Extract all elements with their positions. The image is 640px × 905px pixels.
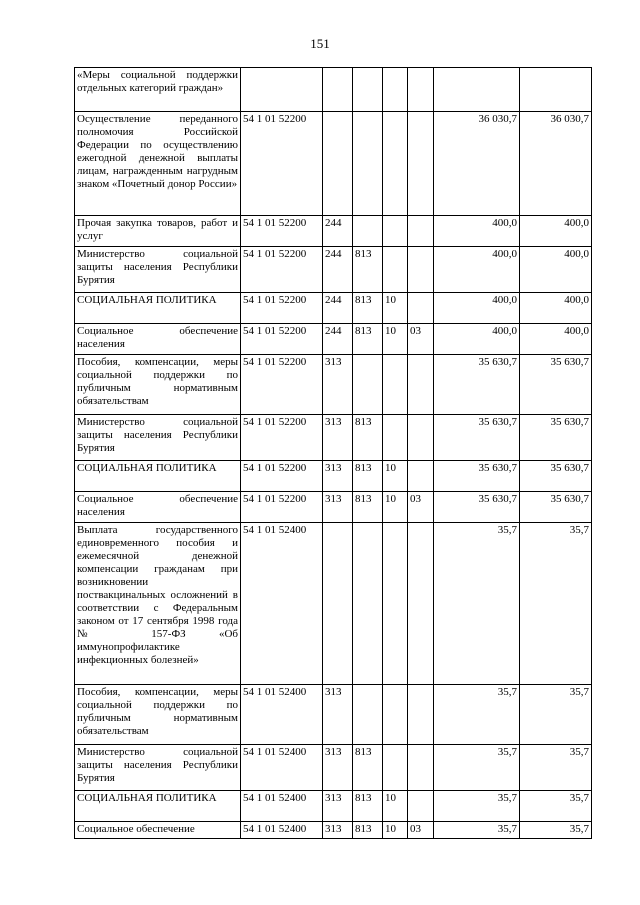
expense-type: 313 [323,745,353,791]
row-name: СОЦИАЛЬНАЯ ПОЛИТИКА [75,791,241,822]
subsection-code [408,112,434,216]
subsection-code [408,293,434,324]
expense-type: 313 [323,461,353,492]
admin-code [353,112,383,216]
page-number: 151 [310,36,330,51]
admin-code: 813 [353,822,383,839]
section-code [383,112,408,216]
admin-code: 813 [353,415,383,461]
table-row [75,112,592,216]
amount-1: 35,7 [434,523,520,685]
amount-2: 35,7 [520,745,592,791]
admin-code: 813 [353,791,383,822]
section-code: 10 [383,822,408,839]
budget-table [74,67,592,839]
amount-1: 400,0 [434,216,520,247]
target-code: 54 1 01 52400 [241,791,323,822]
table-row [75,745,592,791]
row-name: «Меры социальной поддержки отдельных категорий граждан» [75,68,241,112]
admin-code: 813 [353,247,383,293]
table-row [75,216,592,247]
amount-2: 36 030,7 [520,112,592,216]
expense-type: 313 [323,415,353,461]
row-name: Социальное обеспечение населения [75,324,241,355]
expense-type: 313 [323,791,353,822]
admin-code [353,216,383,247]
row-name: Министерство социальной защиты населения Республики Бурятия [75,745,241,791]
subsection-code [408,791,434,822]
amount-1: 35,7 [434,791,520,822]
admin-code [353,523,383,685]
expense-type [323,68,353,112]
row-name: Министерство социальной защиты населения Республики Бурятия [75,247,241,293]
table-row [75,461,592,492]
section-code: 10 [383,461,408,492]
section-code [383,247,408,293]
row-name: Пособия, компенсации, меры социальной поддержки по публичным нормативным обязательствам [75,355,241,415]
table-row [75,415,592,461]
table-row [75,685,592,745]
amount-2: 400,0 [520,216,592,247]
row-name: Социальное обеспечение населения [75,492,241,523]
amount-2: 35 630,7 [520,415,592,461]
amount-1: 36 030,7 [434,112,520,216]
target-code: 54 1 01 52200 [241,216,323,247]
amount-2: 35 630,7 [520,492,592,523]
admin-code [353,355,383,415]
expense-type: 244 [323,216,353,247]
subsection-code [408,355,434,415]
section-code [383,523,408,685]
subsection-code [408,461,434,492]
subsection-code: 03 [408,492,434,523]
section-code [383,355,408,415]
amount-1: 35 630,7 [434,492,520,523]
amount-1: 400,0 [434,293,520,324]
target-code [241,68,323,112]
amount-2: 35,7 [520,685,592,745]
section-code [383,415,408,461]
subsection-code [408,415,434,461]
amount-1: 35 630,7 [434,415,520,461]
admin-code: 813 [353,293,383,324]
section-code: 10 [383,324,408,355]
row-name: Социальное обеспечение [75,822,241,839]
admin-code [353,685,383,745]
target-code: 54 1 01 52200 [241,324,323,355]
amount-1: 35,7 [434,685,520,745]
expense-type: 313 [323,685,353,745]
amount-2: 35,7 [520,523,592,685]
table-row [75,293,592,324]
target-code: 54 1 01 52400 [241,523,323,685]
subsection-code [408,247,434,293]
table-row [75,492,592,523]
amount-1: 35,7 [434,745,520,791]
subsection-code: 03 [408,324,434,355]
amount-1: 400,0 [434,324,520,355]
amount-2: 35 630,7 [520,461,592,492]
subsection-code [408,745,434,791]
amount-1: 35 630,7 [434,355,520,415]
amount-2: 35 630,7 [520,355,592,415]
amount-2: 35,7 [520,791,592,822]
target-code: 54 1 01 52200 [241,112,323,216]
expense-type: 244 [323,293,353,324]
amount-1: 35,7 [434,822,520,839]
admin-code [353,68,383,112]
subsection-code [408,523,434,685]
target-code: 54 1 01 52200 [241,355,323,415]
amount-1: 400,0 [434,247,520,293]
section-code [383,745,408,791]
row-name: Выплата государственного единовременного пособия и ежемесячной денежной компенсации гражданам при возникновении поствакцинальных осложнений в соответствии с Федеральным законом от 17 сентября 1998 года № 157-ФЗ «Об иммунопрофилактике инфекционных болезней» [75,523,241,685]
admin-code: 813 [353,461,383,492]
table-row [75,247,592,293]
admin-code: 813 [353,492,383,523]
amount-2: 400,0 [520,324,592,355]
expense-type [323,523,353,685]
section-code: 10 [383,492,408,523]
expense-type [323,112,353,216]
section-code: 10 [383,293,408,324]
amount-2: 400,0 [520,247,592,293]
target-code: 54 1 01 52200 [241,492,323,523]
admin-code: 813 [353,745,383,791]
target-code: 54 1 01 52200 [241,461,323,492]
expense-type: 313 [323,822,353,839]
target-code: 54 1 01 52400 [241,745,323,791]
subsection-code [408,685,434,745]
section-code [383,68,408,112]
expense-type: 313 [323,355,353,415]
row-name: СОЦИАЛЬНАЯ ПОЛИТИКА [75,461,241,492]
expense-type: 313 [323,492,353,523]
amount-1 [434,68,520,112]
table-row [75,791,592,822]
amount-2 [520,68,592,112]
admin-code: 813 [353,324,383,355]
target-code: 54 1 01 52200 [241,415,323,461]
target-code: 54 1 01 52200 [241,247,323,293]
table-row [75,355,592,415]
section-code [383,685,408,745]
row-name: Пособия, компенсации, меры социальной поддержки по публичным нормативным обязательствам [75,685,241,745]
amount-2: 400,0 [520,293,592,324]
expense-type: 244 [323,324,353,355]
section-code [383,216,408,247]
section-code: 10 [383,791,408,822]
target-code: 54 1 01 52400 [241,822,323,839]
target-code: 54 1 01 52200 [241,293,323,324]
table-row [75,68,592,112]
amount-1: 35 630,7 [434,461,520,492]
table-row [75,324,592,355]
row-name: СОЦИАЛЬНАЯ ПОЛИТИКА [75,293,241,324]
row-name: Прочая закупка товаров, работ и услуг [75,216,241,247]
table-row [75,822,592,839]
subsection-code [408,68,434,112]
table-body [75,68,592,839]
row-name: Министерство социальной защиты населения Республики Бурятия [75,415,241,461]
target-code: 54 1 01 52400 [241,685,323,745]
subsection-code: 03 [408,822,434,839]
table-row [75,523,592,685]
subsection-code [408,216,434,247]
expense-type: 244 [323,247,353,293]
row-name: Осуществление переданного полномочия Российской Федерации по осуществлению ежегодной денежной выплаты лицам, награжденным нагрудным знаком «Почетный донор России» [75,112,241,216]
amount-2: 35,7 [520,822,592,839]
